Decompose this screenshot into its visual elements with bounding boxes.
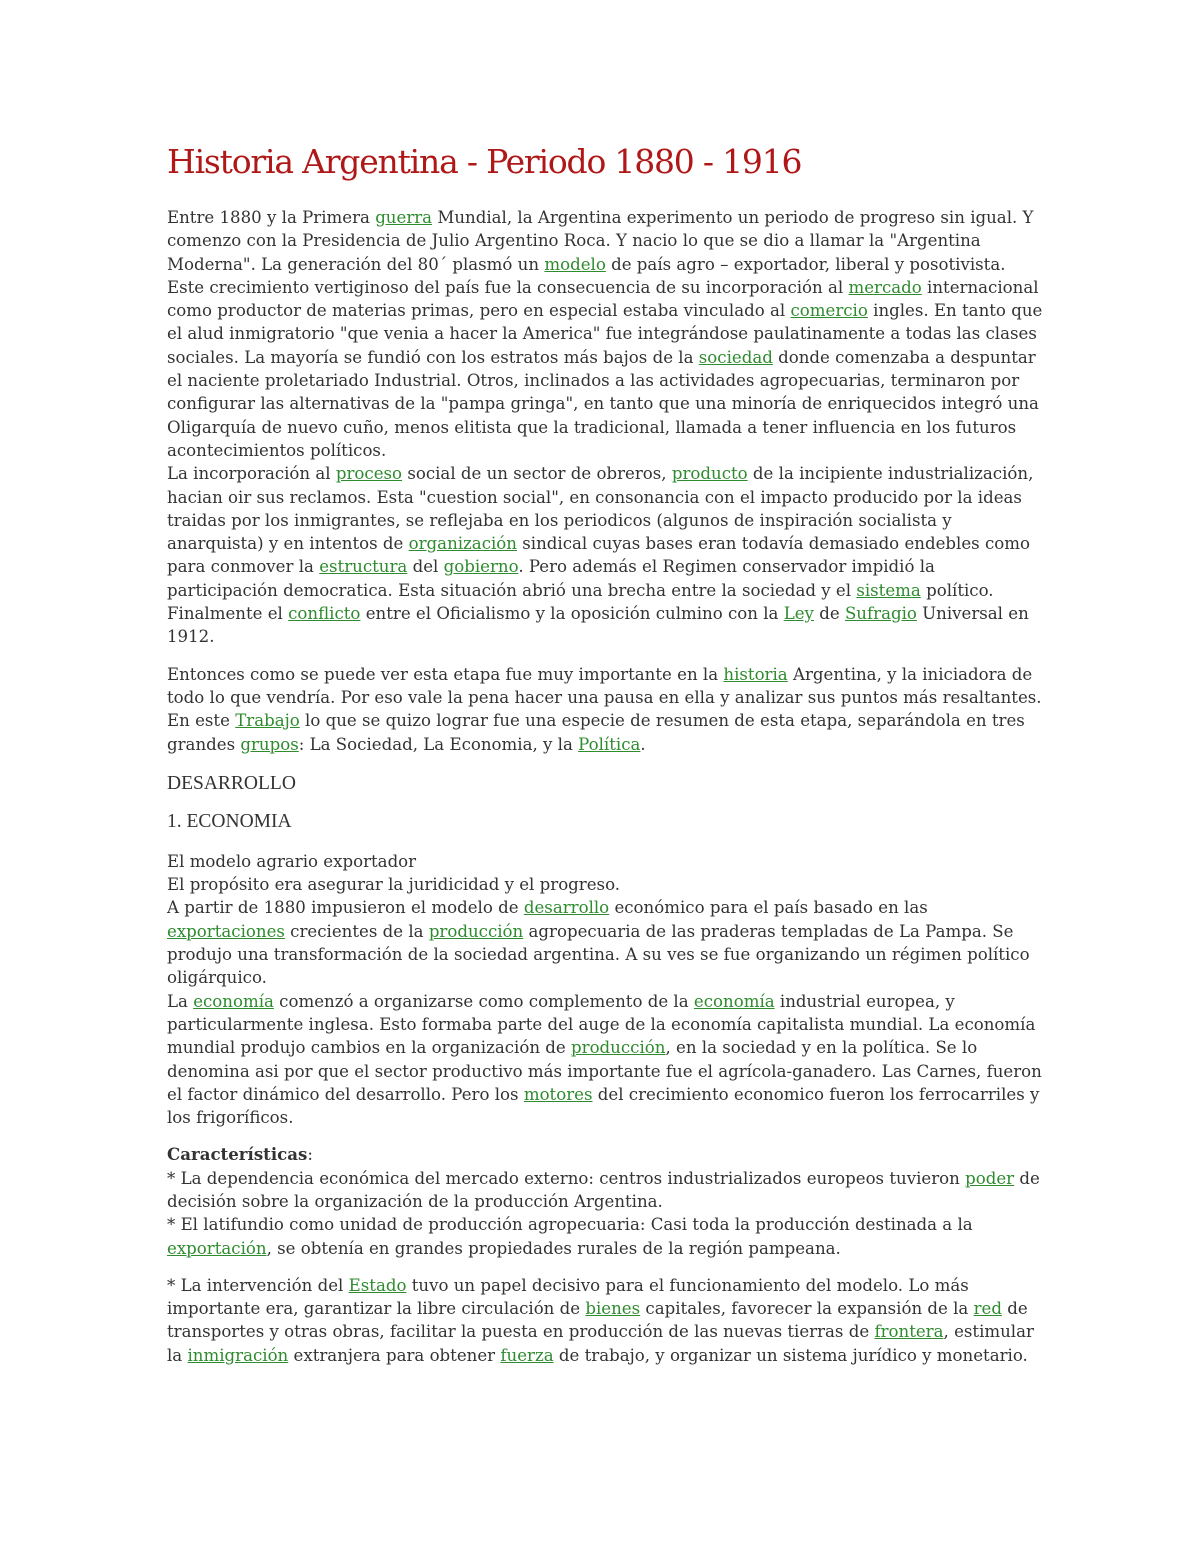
text: * La intervención del: [167, 1275, 349, 1295]
link-conflicto[interactable]: conflicto: [288, 604, 361, 624]
link-inmigracion[interactable]: inmigración: [187, 1345, 289, 1365]
text: : La Sociedad, La Economia, y la: [298, 734, 579, 754]
text: internacional como productor de materias primas, pero en especial estaba vinculado al: [167, 277, 1039, 321]
text: * La dependencia económica del mercado externo: centros industrializados europeos tuvieron: [167, 1168, 966, 1188]
link-ley[interactable]: Ley: [783, 604, 814, 624]
text: .: [640, 734, 646, 754]
text: lo que se quizo lograr fue una especie de resumen de esta etapa, separándola en tres grandes: [167, 711, 1025, 754]
text: Universal en 1912.: [167, 604, 1029, 647]
text: social de un sector de obreros,: [402, 464, 672, 484]
text: de trabajo, y organizar un sistema jurídico y monetario.: [553, 1345, 1028, 1365]
text: tuvo un papel decisivo para el funcionamiento del modelo. Lo más importante era, garantizar la libre circulación de: [167, 1275, 969, 1319]
link-producto[interactable]: producto: [671, 464, 748, 484]
text: * El latifundio como unidad de producción agropecuaria: Casi toda la producción destinada a la: [167, 1215, 973, 1235]
text: :: [307, 1145, 313, 1165]
intro-paragraph: [167, 206, 1047, 462]
text: de país agro – exportador, liberal y posotivista. Este crecimiento vertiginoso del país fue la consecuencia de su incorporación al: [167, 254, 1006, 297]
link-frontera[interactable]: frontera: [874, 1322, 944, 1342]
text: político. Finalmente el: [167, 580, 994, 624]
link-sistema[interactable]: sistema: [856, 580, 921, 600]
link-desarrollo[interactable]: desarrollo: [523, 898, 610, 918]
link-guerra[interactable]: guerra: [375, 208, 433, 227]
link-exportacion[interactable]: exportación: [167, 1238, 267, 1258]
link-red[interactable]: red: [973, 1299, 1002, 1319]
state-intervention-paragraph: [167, 1274, 1047, 1367]
link-poder[interactable]: poder: [965, 1168, 1015, 1188]
text: Entonces como se puede ver esta etapa fue muy importante en la: [167, 664, 724, 684]
heading-economia: 1. ECONOMIA: [167, 810, 292, 832]
link-comercio[interactable]: comercio: [790, 301, 868, 321]
characteristic-item: [167, 1213, 1047, 1260]
text: Entre 1880 y la Primera: [167, 208, 376, 227]
link-economia[interactable]: economía: [193, 991, 274, 1011]
text: crecientes de la: [284, 921, 429, 941]
link-historia[interactable]: historia: [723, 664, 788, 684]
link-mercado[interactable]: mercado: [848, 277, 922, 297]
text: entre el Oficialismo y la oposición culmino con la: [360, 604, 784, 624]
text: A partir de 1880 impusieron el modelo de: [167, 898, 524, 918]
link-organizacion[interactable]: organización: [408, 534, 517, 554]
text: agropecuaria de las praderas templadas de La Pampa. Se produjo una transformación de la sociedad argentina. A su ves se fue organizando un régimen político oligárquico.: [167, 921, 1030, 988]
text: Argentina, y la iniciadora de todo lo que vendría. Por eso vale la pena hacer una pausa en ella y analizar sus puntos más resaltantes. En este: [167, 664, 1042, 731]
link-politica[interactable]: Política: [578, 734, 641, 754]
text: de decisión sobre la organización de la producción Argentina.: [167, 1168, 1040, 1211]
page-title: Historia Argentina - Periodo 1880 - 1916: [167, 142, 802, 181]
text: , estimular la: [167, 1322, 1034, 1365]
text: , en la sociedad y en la política. Se lo denomina asi por que el sector productivo más importante fue el agrícola-ganadero. Las Carnes, fueron el factor dinámico del desarrollo. Pero los: [167, 1038, 1042, 1104]
characteristics-label: [167, 1143, 1047, 1166]
text: del: [407, 557, 444, 577]
text: sindical cuyas bases eran todavía demasiado endebles como para conmover la: [167, 534, 1030, 577]
text: . Pero además el Regimen conservador impidió la participación democratica. Esta situación abrió una brecha entre la sociedad y el: [167, 557, 935, 600]
link-modelo[interactable]: modelo: [544, 254, 606, 274]
link-produccion-2[interactable]: producción: [571, 1038, 666, 1058]
link-grupos[interactable]: grupos: [240, 734, 299, 754]
agro-model-line: El modelo agrario exportador: [167, 851, 417, 871]
text: del crecimiento economico fueron los ferrocarriles y los frigoríficos.: [167, 1084, 1040, 1128]
text: donde comenzaba a despuntar el naciente proletariado Industrial. Otros, inclinados a las actividades agropecuarias, terminaron por configurar las alternativas de la "pampa gringa", en tanto que una minoría de enriquecidos integró una Oligarquía de nuevo cuño, menos elitista que la tradicional, llamada a tener influencia en los futuros acontecimientos políticos.: [167, 347, 1039, 460]
text: La incorporación al: [167, 464, 336, 484]
link-estado[interactable]: Estado: [348, 1275, 407, 1295]
text: La: [167, 991, 194, 1011]
text: industrial europea, y particularmente inglesa. Esto formaba parte del auge de la economía capitalista mundial. La economía mundial produjo cambios en la organización de: [167, 991, 1036, 1058]
link-economia-2[interactable]: economía: [693, 991, 775, 1011]
purpose-line: El propósito era asegurar la juridicidad y el progreso.: [167, 875, 621, 895]
model-paragraph: [167, 896, 1047, 989]
link-estructura[interactable]: estructura: [319, 557, 408, 577]
link-motores[interactable]: motores: [523, 1084, 593, 1104]
heading-desarrollo: DESARROLLO: [167, 772, 296, 794]
text: de: [813, 604, 845, 624]
text: Características: [167, 1144, 308, 1165]
link-fuerza[interactable]: fuerza: [500, 1345, 554, 1365]
text: capitales, favorecer la expansión de la: [640, 1299, 974, 1319]
link-exportaciones[interactable]: exportaciones: [167, 921, 285, 941]
text: extranjera para obtener: [288, 1345, 501, 1365]
link-bienes[interactable]: bienes: [585, 1299, 641, 1319]
text: económico para el país basado en las: [609, 898, 928, 918]
social-question-paragraph: [167, 462, 1047, 648]
text: , se obtenía en grandes propiedades rurales de la región pampeana.: [266, 1238, 841, 1258]
link-sociedad[interactable]: sociedad: [698, 347, 773, 367]
link-produccion[interactable]: producción: [428, 921, 524, 941]
characteristic-item: [167, 1167, 1047, 1214]
link-trabajo[interactable]: Trabajo: [235, 711, 300, 731]
link-sufragio[interactable]: Sufragio: [844, 604, 917, 624]
text: comenzó a organizarse como complemento de la: [273, 991, 694, 1011]
summary-paragraph: [167, 663, 1047, 756]
link-proceso[interactable]: proceso: [335, 464, 403, 484]
text: de la incipiente industrialización, hacian oir sus reclamos. Esta "cuestion social", en consonancia con el impacto producido por la ideas traidas por los inmigrantes, se reflejaba en los periodicos (algunos de inspiración socialista y anarquista) y en intentos de: [167, 464, 1034, 554]
text: de transportes y otras obras, facilitar la puesta en producción de las nuevas tierras de: [167, 1299, 1028, 1342]
document-page: [167, 140, 1047, 1367]
text: ingles. En tanto que el alud inmigratorio "que venia a hacer la America" fue integrándose paulatinamente a todas las clases sociales. La mayoría se fundió con los estratos más bajos de la: [167, 301, 1043, 367]
economy-paragraph: [167, 990, 1047, 1130]
link-gobierno[interactable]: gobierno: [443, 557, 519, 577]
text: Mundial, la Argentina experimento un periodo de progreso sin igual. Y comenzo con la Presidencia de Julio Argentino Roca. Y nacio lo que se dio a llamar la "Argentina Moderna". La generación del 80´ plasmó un: [167, 208, 1034, 274]
